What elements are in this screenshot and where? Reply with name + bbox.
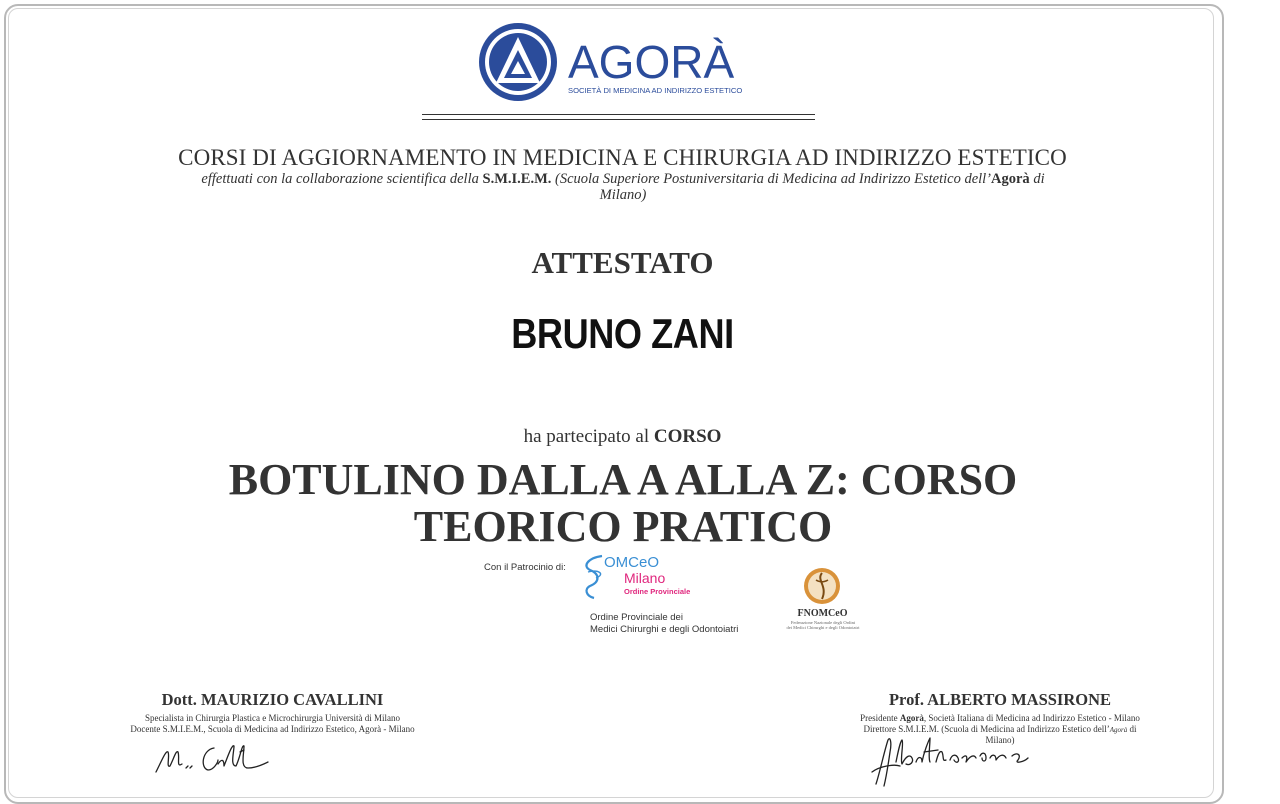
fnomceo-subtitle: Federazione Nazionale degli Ordini dei Medici Chirurghi e degli Odontoiatri [786, 620, 860, 630]
agora-logo-text: AGORÀ [568, 36, 735, 88]
signatory-left-description: Specialista in Chirurgia Plastica e Microchirurgia Università di Milano Docente S.M.I.E.M., Scuola di Medicina ad Indirizzo Estetico, Agorà - Milano [130, 713, 415, 734]
signatory-left [120, 690, 425, 734]
omceo-milano-logo [580, 552, 710, 602]
course-title: BOTULINO DALLA A ALLA Z: CORSO TEORICO PRATICO [228, 455, 1018, 551]
certificate-title: ATTESTATO [531, 245, 714, 280]
certificate-inner-border [8, 8, 1214, 798]
signatory-left-name: Dott. MAURIZIO CAVALLINI [161, 690, 384, 709]
fnomceo-name: FNOMCeO [797, 608, 848, 619]
agora-logo-tagline: SOCIETÀ DI MEDICINA AD INDIRIZZO ESTETICO [568, 86, 743, 95]
signatory-right-name: Prof. ALBERTO MASSIRONE [888, 690, 1112, 709]
signatory-right-description: Presidente Agorà, Società Italiana di Medicina ad Indirizzo Estetico - Milano Direttore S.M.I.E.M. (Scuola di Medicina ad Indirizzo Estetico dell’Agorà di Milano) [860, 713, 1140, 745]
omceo-caption: Ordine Provinciale dei Medici Chirurghi e degli Odontoiatri [590, 612, 739, 635]
omceo-type: Ordine Provinciale [624, 587, 691, 596]
participation-line: ha partecipato al CORSO [523, 426, 722, 447]
divider-line [422, 119, 815, 120]
agora-logo [476, 20, 756, 104]
omceo-city: Milano [624, 570, 666, 586]
recipient-name: BRUNO ZANI [511, 310, 734, 357]
collaboration-subtitle: effettuati con la collaborazione scientifica della S.M.I.E.M. (Scuola Superiore Postuniversitaria di Medicina ad Indirizzo Estetico dell’Agorà di Milano) [201, 171, 1045, 203]
courses-heading: CORSI DI AGGIORNAMENTO IN MEDICINA E CHIRURGIA AD INDIRIZZO ESTETICO [178, 145, 1067, 170]
signature-left [152, 738, 272, 778]
divider-line [422, 114, 815, 115]
patronage-label: Con il Patrocinio di: [484, 562, 566, 573]
omceo-brand: OMCeO [604, 554, 660, 571]
fnomceo-logo-icon [802, 566, 842, 606]
signature-right [866, 732, 1036, 787]
omceo-caduceus-icon [586, 556, 602, 598]
